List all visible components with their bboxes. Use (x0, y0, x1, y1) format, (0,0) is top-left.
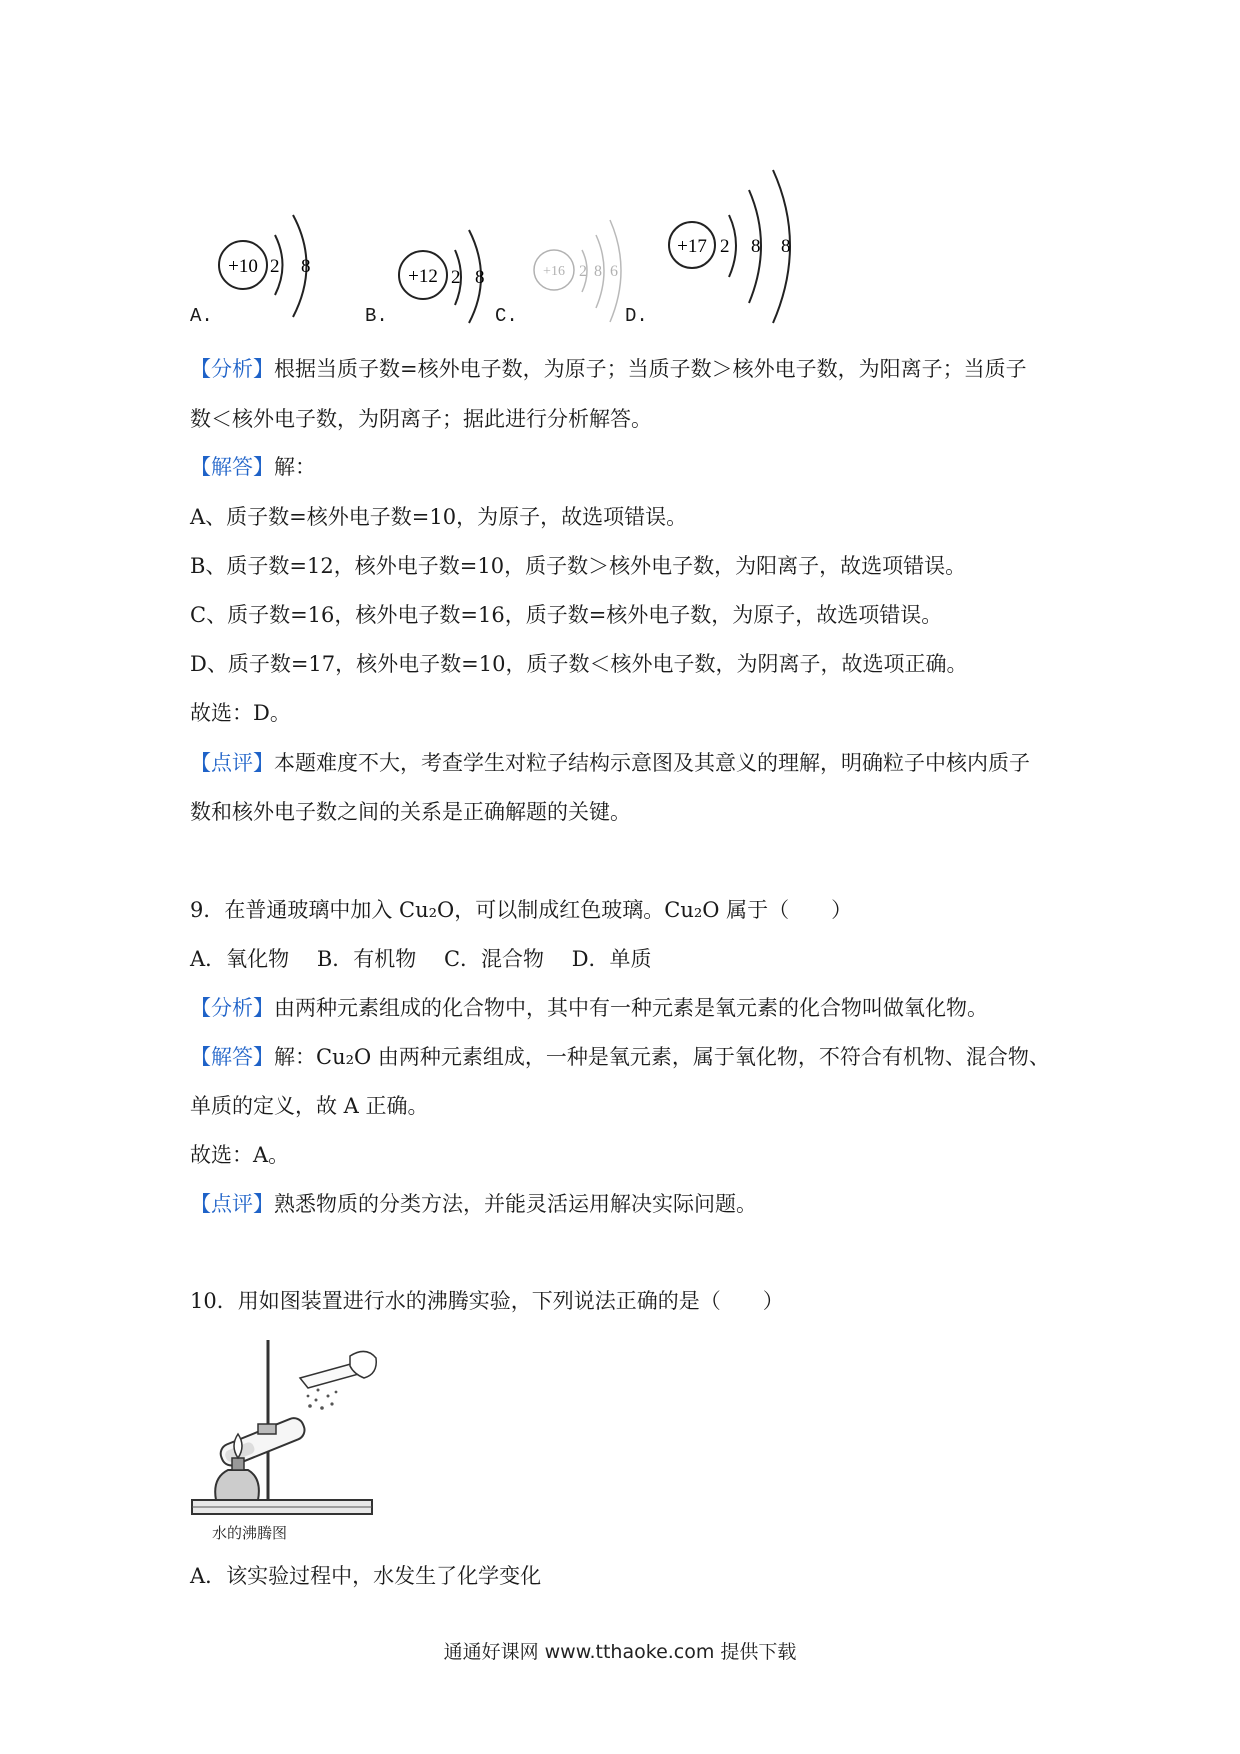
option-b-label: B. (365, 305, 388, 327)
q8-review-tag: 【点评】 (190, 751, 274, 775)
atom-c-nucleus: +16 (543, 264, 565, 279)
q8-answer-d: D、质子数=17，核外电子数=10，质子数＜核外电子数，为阴离子，故选项正确。 (190, 652, 968, 676)
page-footer: 通通好课网 www.tthaoke.com 提供下载 (443, 1641, 797, 1663)
atom-a-shell-1: 2 (270, 256, 280, 277)
q8-analysis-tag: 【分析】 (190, 357, 274, 381)
q9-answer-line-2: 单质的定义，故 A 正确。 (190, 1094, 429, 1118)
atom-b-nucleus: +12 (408, 266, 438, 287)
atom-c-shell-1: 2 (579, 263, 587, 280)
atom-b-shell-1: 2 (451, 267, 461, 288)
atom-c-shell-2: 8 (594, 263, 602, 280)
option-a-label: A. (190, 305, 213, 327)
q9-review-tag: 【点评】 (190, 1192, 274, 1216)
atom-d-shell-1: 2 (720, 236, 730, 257)
q8-answer-line-head (190, 453, 316, 481)
atom-a-shell-2: 8 (301, 256, 311, 277)
q9-options: A．氧化物 B．有机物 C．混合物 D．单质 (190, 947, 652, 971)
atom-diagram-b (395, 215, 505, 325)
atom-c-shell-3: 6 (610, 263, 618, 280)
q8-analysis-line-1 (190, 355, 1027, 383)
atom-diagram-c (530, 210, 640, 325)
atom-b-shell-2: 8 (475, 267, 485, 288)
atom-a-nucleus: +10 (228, 256, 258, 277)
q8-analysis-line-2: 数＜核外电子数，为阴离子；据此进行分析解答。 (190, 407, 652, 431)
q8-analysis-text-1: 根据当质子数=核外电子数，为原子；当质子数＞核外电子数，为阳离子；当质子 (274, 357, 1027, 381)
q9-answer-line-1 (190, 1043, 1050, 1071)
q9-review-text: 熟悉物质的分类方法，并能灵活运用解决实际问题。 (274, 1192, 757, 1216)
q9-answer-text-1: 解：Cu₂O 由两种元素组成，一种是氧元素，属于氧化物，不符合有机物、混合物、 (274, 1045, 1050, 1069)
q9-choice: 故选：A。 (190, 1143, 290, 1167)
q8-answer-head: 解： (274, 455, 316, 479)
q10-option-a: A．该实验过程中，水发生了化学变化 (190, 1564, 542, 1588)
q9-analysis-text: 由两种元素组成的化合物中，其中有一种元素是氧元素的化合物叫做氧化物。 (274, 996, 988, 1020)
atom-d-shell-3: 8 (781, 236, 791, 257)
atom-diagram-a (215, 205, 325, 325)
q8-answer-tag: 【解答】 (190, 455, 274, 479)
q9-stem: 9．在普通玻璃中加入 Cu₂O，可以制成红色玻璃。Cu₂O 属于（ ） (190, 898, 853, 922)
q9-review-line (190, 1190, 757, 1218)
q8-choice: 故选：D。 (190, 701, 291, 725)
q9-analysis-line (190, 994, 988, 1022)
atom-d-shell-2: 8 (751, 236, 761, 257)
boiling-apparatus-figure (190, 1338, 380, 1548)
option-d-label: D. (625, 305, 648, 327)
q9-analysis-tag: 【分析】 (190, 996, 274, 1020)
q8-answer-a: A、质子数=核外电子数=10，为原子，故选项错误。 (190, 505, 688, 529)
q8-answer-c: C、质子数=16，核外电子数=16，质子数=核外电子数，为原子，故选项错误。 (190, 603, 943, 627)
q9-answer-tag: 【解答】 (190, 1045, 274, 1069)
atom-d-nucleus: +17 (677, 236, 707, 257)
option-c-label: C. (495, 305, 518, 327)
q8-review-line-1 (190, 749, 1030, 777)
q10-stem: 10．用如图装置进行水的沸腾实验，下列说法正确的是（ ） (190, 1289, 784, 1313)
q8-review-line-2: 数和核外电子数之间的关系是正确解题的关键。 (190, 800, 631, 824)
q8-answer-b: B、质子数=12，核外电子数=10，质子数＞核外电子数，为阳离子，故选项错误。 (190, 554, 967, 578)
atom-diagram-d (665, 165, 815, 325)
q8-review-text-1: 本题难度不大，考查学生对粒子结构示意图及其意义的理解，明确粒子中核内质子 (274, 751, 1030, 775)
figure-caption: 水的沸腾图 (212, 1524, 288, 1542)
